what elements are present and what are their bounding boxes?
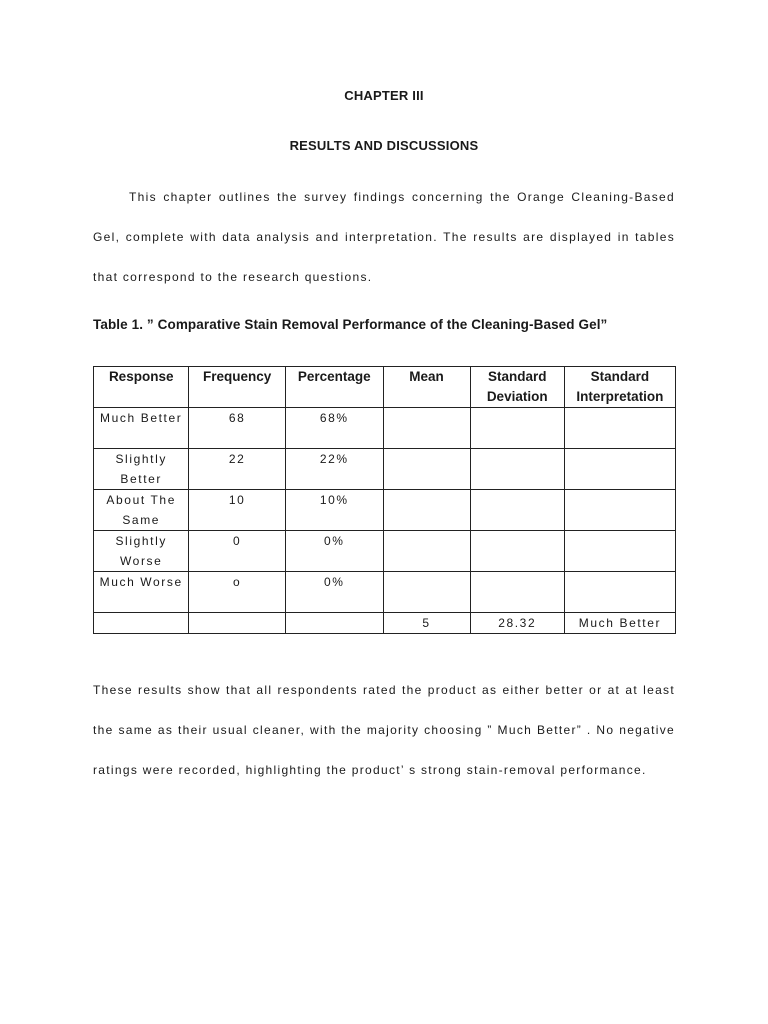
header-standard-interpretation: Standard Interpretation	[564, 367, 675, 408]
results-table	[93, 366, 676, 634]
summary-percentage	[285, 613, 383, 634]
summary-frequency	[189, 613, 285, 634]
header-frequency: Frequency	[189, 367, 285, 408]
header-percentage: Percentage	[285, 367, 383, 408]
cell-frequency: o	[189, 572, 285, 613]
cell-frequency: 10	[189, 490, 285, 531]
chapter-heading: CHAPTER III	[344, 88, 424, 103]
cell-mean	[383, 572, 470, 613]
intro-paragraph	[93, 177, 675, 297]
cell-standard-deviation	[470, 531, 564, 572]
cell-frequency: 68	[189, 408, 285, 449]
summary-response	[94, 613, 189, 634]
cell-standard-deviation	[470, 449, 564, 490]
conclusion-paragraph: These results show that all respondents rated the product as either better or at at least the same as their usual cleaner, with the majority choosing ” Much Better” . No negative ratings were recorded, highlighting the product’ s strong stain-removal performance.	[93, 683, 675, 777]
cell-interpretation	[564, 572, 675, 613]
cell-interpretation	[564, 490, 675, 531]
table-header-row	[94, 367, 676, 408]
table-summary-row	[94, 613, 676, 634]
cell-percentage: 68%	[285, 408, 383, 449]
table-row	[94, 490, 676, 531]
cell-response: Slightly Better	[94, 449, 189, 490]
cell-mean	[383, 490, 470, 531]
cell-response: About The Same	[94, 490, 189, 531]
header-response: Response	[94, 367, 189, 408]
cell-mean	[383, 531, 470, 572]
section-title: RESULTS AND DISCUSSIONS	[289, 138, 479, 153]
cell-response: Slightly Worse	[94, 531, 189, 572]
cell-response: Much Better	[94, 408, 189, 449]
cell-mean	[383, 408, 470, 449]
cell-percentage: 10%	[285, 490, 383, 531]
cell-frequency: 0	[189, 531, 285, 572]
table-row	[94, 572, 676, 613]
intro-paragraph-text: This chapter outlines the survey findings concerning the Orange Cleaning-Based Gel, complete with data analysis and interpretation. The results are displayed in tables that correspond to the research questions.	[93, 190, 675, 284]
table-row	[94, 531, 676, 572]
summary-interpretation: Much Better	[564, 613, 675, 634]
cell-interpretation	[564, 449, 675, 490]
cell-standard-deviation	[470, 490, 564, 531]
table-caption: Table 1. ” Comparative Stain Removal Performance of the Cleaning-Based Gel”	[93, 317, 608, 332]
header-standard-deviation: Standard Deviation	[470, 367, 564, 408]
summary-mean: 5	[383, 613, 470, 634]
table-row	[94, 449, 676, 490]
cell-frequency: 22	[189, 449, 285, 490]
cell-percentage: 0%	[285, 572, 383, 613]
cell-standard-deviation	[470, 572, 564, 613]
summary-standard-deviation: 28.32	[470, 613, 564, 634]
cell-interpretation	[564, 408, 675, 449]
table-row	[94, 408, 676, 449]
cell-percentage: 22%	[285, 449, 383, 490]
header-mean: Mean	[383, 367, 470, 408]
cell-interpretation	[564, 531, 675, 572]
cell-percentage: 0%	[285, 531, 383, 572]
cell-standard-deviation	[470, 408, 564, 449]
cell-mean	[383, 449, 470, 490]
cell-response: Much Worse	[94, 572, 189, 613]
